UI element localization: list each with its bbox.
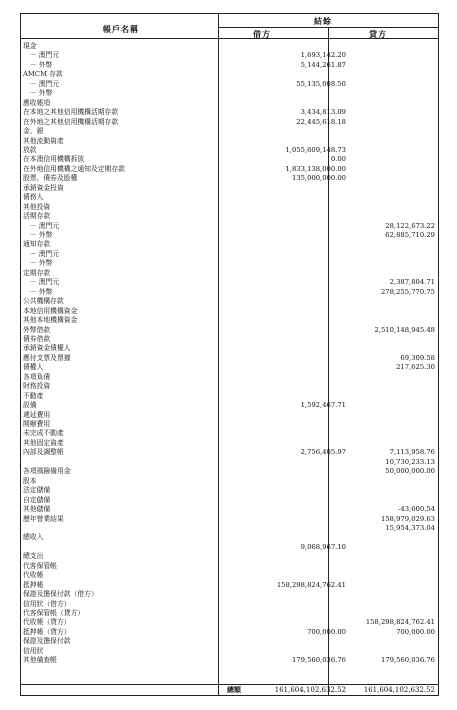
table-row xyxy=(21,250,438,259)
account-name: 股本 xyxy=(23,476,37,485)
table-row xyxy=(21,240,438,249)
table-row xyxy=(21,363,438,372)
account-name: 現金 xyxy=(23,42,37,50)
table-row xyxy=(21,411,438,420)
table-row xyxy=(21,61,438,70)
table-row xyxy=(21,458,438,467)
table-row xyxy=(21,647,438,656)
credit-value: 62,885,710.29 xyxy=(385,231,435,239)
account-name: 承銷資金投資 xyxy=(23,183,64,192)
debit-value: 2,756,405.97 xyxy=(300,448,346,457)
header-balance: 結餘 xyxy=(314,16,332,26)
table-row xyxy=(21,146,438,155)
table-row xyxy=(21,42,438,51)
table-row xyxy=(21,533,438,542)
total-row xyxy=(21,685,438,696)
table-row xyxy=(21,212,438,221)
account-name: 代客保管帳（貸方） xyxy=(23,609,85,617)
account-name: 在外地之其他信用機構活期存款 xyxy=(23,117,119,126)
table-row xyxy=(21,552,438,561)
table-row xyxy=(21,505,438,514)
debit-value: 55,135,008.50 xyxy=(296,79,346,88)
credit-value: -43,600.54 xyxy=(398,505,435,514)
account-name: 法定儲備 xyxy=(23,486,51,495)
debit-value: 1,693,142.20 xyxy=(300,51,346,60)
total-label: 總額 xyxy=(227,685,241,694)
credit-value: 10,730,233.13 xyxy=(385,457,435,466)
credit-value: 217,625.30 xyxy=(396,363,435,372)
account-name: － 外幣 xyxy=(23,60,53,69)
account-name: 本地信用機構資金 xyxy=(23,306,78,315)
account-name: 未完成不動產 xyxy=(23,429,64,438)
account-name: 其他流動資產 xyxy=(23,136,64,145)
table-row xyxy=(21,80,438,89)
account-name: 活期存款 xyxy=(23,212,51,221)
table-row xyxy=(21,392,438,401)
table-row xyxy=(21,467,438,476)
table-row xyxy=(21,420,438,429)
table-row xyxy=(21,344,438,353)
table-row xyxy=(21,137,438,146)
account-name: 公共機構存款 xyxy=(23,297,64,306)
table-row xyxy=(21,354,438,363)
table-row xyxy=(21,477,438,486)
account-name: 開辦費用 xyxy=(23,420,51,428)
table-row xyxy=(21,269,438,278)
debit-value: 5,144,261.87 xyxy=(300,60,346,69)
account-name: 債權人 xyxy=(23,363,44,372)
account-name: － 澳門元 xyxy=(23,221,60,230)
credit-value: 179,560,036.76 xyxy=(380,656,435,665)
account-name: 設備 xyxy=(23,401,37,410)
table-row xyxy=(21,543,438,552)
account-name: 其他固定資產 xyxy=(23,438,64,447)
account-name: 不動產 xyxy=(23,391,44,400)
table-row xyxy=(21,335,438,344)
debit-value: 158,298,824,762.41 xyxy=(276,580,346,589)
table-row xyxy=(21,486,438,495)
account-name: － 外幣 xyxy=(23,231,53,239)
account-name: 通知存款 xyxy=(23,240,51,249)
table-row xyxy=(21,297,438,306)
account-name: － 澳門元 xyxy=(23,278,60,287)
table-row xyxy=(21,382,438,391)
account-name: 其他投資 xyxy=(23,202,51,211)
table-row xyxy=(21,600,438,609)
account-name: 各項負債 xyxy=(23,372,51,381)
account-name: 其他本地機構資金 xyxy=(23,316,78,325)
table-row xyxy=(21,184,438,193)
account-name: 代收帳（貸方） xyxy=(23,618,71,627)
account-name: 在本澳信用機構拆放 xyxy=(23,155,85,164)
table-row xyxy=(21,231,438,240)
table-row xyxy=(21,562,438,571)
table-row xyxy=(21,637,438,646)
debit-value: 1,055,609,148.73 xyxy=(285,145,346,154)
table-row xyxy=(21,496,438,505)
account-name: 各項風險備用金 xyxy=(23,467,71,476)
total-debit: 161,604,102,632.52 xyxy=(274,686,346,694)
table-row xyxy=(21,373,438,382)
table-row xyxy=(21,439,438,448)
table-row xyxy=(21,326,438,335)
credit-value: 278,255,770.75 xyxy=(380,287,435,296)
account-name: － 外幣 xyxy=(23,259,53,268)
credit-value: 50,000,000.00 xyxy=(385,467,435,476)
trial-balance-sheet xyxy=(20,13,439,696)
header-credit: 貸方 xyxy=(369,29,387,39)
credit-value: 2,387,804.71 xyxy=(389,278,435,287)
account-name: 抵押帳 xyxy=(23,580,44,589)
account-name: － 澳門元 xyxy=(23,249,60,258)
table-row xyxy=(21,99,438,108)
header-divider-balance xyxy=(218,27,438,28)
debit-value: 0.00 xyxy=(330,155,346,164)
account-name: 放款 xyxy=(23,145,37,154)
account-name: 抵押帳（貸方） xyxy=(23,627,71,636)
account-name: － 外幣 xyxy=(23,89,53,98)
debit-value: 9,068,967.10 xyxy=(300,542,346,551)
account-name: 股票、債券及股權 xyxy=(23,174,78,183)
table-row xyxy=(21,51,438,60)
credit-value: 158,979,029.63 xyxy=(380,514,435,523)
header-bottom-divider xyxy=(21,38,438,39)
total-credit: 161,604,102,632.52 xyxy=(363,686,435,694)
account-name: － 澳門元 xyxy=(23,51,60,60)
table-row xyxy=(21,656,438,665)
table-row xyxy=(21,155,438,164)
account-name: 債務人 xyxy=(23,193,44,202)
credit-value: 28,122,673.22 xyxy=(385,221,435,230)
credit-value: 158,298,824,762.41 xyxy=(365,618,435,627)
table-row xyxy=(21,401,438,410)
account-name: 代客保管帳 xyxy=(23,561,57,570)
table-row xyxy=(21,288,438,297)
table-row xyxy=(21,307,438,316)
table-row xyxy=(21,108,438,117)
table-row xyxy=(21,609,438,618)
table-row xyxy=(21,70,438,79)
account-name: 自定儲備 xyxy=(23,495,51,504)
debit-value: 22,445,618.18 xyxy=(296,117,346,126)
account-name: 代收帳 xyxy=(23,571,44,580)
header-debit: 借方 xyxy=(253,29,271,39)
account-name: 應收帳項 xyxy=(23,98,51,107)
table-row xyxy=(21,628,438,637)
table-row xyxy=(21,174,438,183)
credit-value: 7,113,958.76 xyxy=(389,448,435,457)
credit-value: 700,000.00 xyxy=(396,627,435,636)
account-name: 歷年營業結果 xyxy=(23,514,64,523)
account-name: 外幣借款 xyxy=(23,325,51,334)
table-row xyxy=(21,222,438,231)
account-name: 在本地之其他信用機構活期存款 xyxy=(23,108,119,117)
account-name: 在外地信用機構之通知及定期存款 xyxy=(23,164,125,173)
account-name: 保證及擔保付款（借方） xyxy=(23,590,98,599)
account-name: 債券借款 xyxy=(23,334,51,343)
account-name: 其他備查帳 xyxy=(23,656,57,665)
account-name: 定期存款 xyxy=(23,268,51,277)
account-name: 應付支票及票據 xyxy=(23,353,71,362)
table-row xyxy=(21,524,438,533)
table-row xyxy=(21,581,438,590)
table-row xyxy=(21,515,438,524)
table-row xyxy=(21,448,438,457)
debit-value: 700,000.00 xyxy=(307,627,346,636)
account-name: 總收入 xyxy=(23,533,44,542)
table-row xyxy=(21,165,438,174)
table-row xyxy=(21,127,438,136)
debit-value: 179,560,036.76 xyxy=(291,656,346,665)
debit-value: 1,592,467.71 xyxy=(300,401,346,410)
table-row xyxy=(21,118,438,127)
table-row xyxy=(21,590,438,599)
table-row xyxy=(21,429,438,438)
table-row xyxy=(21,618,438,627)
debit-value: 135,000,000.00 xyxy=(291,174,346,183)
table-row xyxy=(21,316,438,325)
account-name: AMCM 存款 xyxy=(23,70,63,79)
account-name: － 外幣 xyxy=(23,287,53,296)
table-row xyxy=(21,89,438,98)
account-name: 信用狀（借方） xyxy=(23,599,71,608)
account-name: － 澳門元 xyxy=(23,79,60,88)
table-row xyxy=(21,278,438,287)
table-row xyxy=(21,203,438,212)
account-name: 總支出 xyxy=(23,552,44,561)
account-name: 遞延費用 xyxy=(23,410,51,419)
account-name: 承銷資金債權人 xyxy=(23,344,71,353)
account-name: 財務投資 xyxy=(23,382,51,391)
account-name: 信用狀 xyxy=(23,646,44,655)
credit-value: 2,510,148,945.48 xyxy=(374,325,435,334)
credit-value: 15,954,373.04 xyxy=(385,523,435,532)
account-name: 金、銀 xyxy=(23,127,44,136)
debit-value: 3,434,813.09 xyxy=(300,108,346,117)
credit-value: 69,309.58 xyxy=(400,353,435,362)
account-name: 內部及調整帳 xyxy=(23,448,64,457)
table-row xyxy=(21,259,438,268)
table-row xyxy=(21,571,438,580)
account-name: 其他儲備 xyxy=(23,505,51,514)
account-name: 保證及擔保付款 xyxy=(23,637,71,646)
table-row xyxy=(21,193,438,202)
header-account-name: 帳戶名稱 xyxy=(103,24,139,34)
debit-value: 1,833,138,000.00 xyxy=(285,164,346,173)
